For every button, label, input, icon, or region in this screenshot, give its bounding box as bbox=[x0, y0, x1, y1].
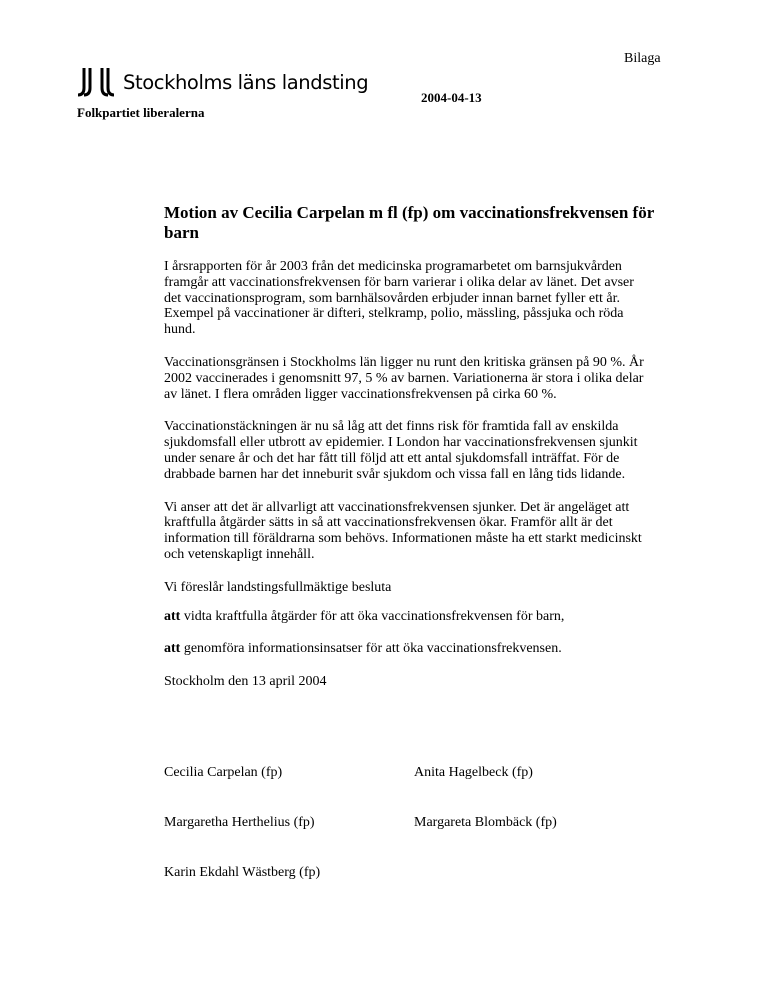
document-body bbox=[164, 203, 654, 707]
signature-row bbox=[164, 765, 664, 815]
place-date: Stockholm den 13 april 2004 bbox=[164, 674, 327, 690]
proposal-keyword: att bbox=[164, 641, 181, 657]
organization-logo bbox=[77, 66, 368, 100]
proposal-text: vidta kraftfulla åtgärder för att öka vaccinationsfrekvensen för barn, bbox=[180, 608, 565, 624]
signatory-name: Cecilia Carpelan (fp) bbox=[164, 765, 283, 780]
signatory-name: Karin Ekdahl Wästberg (fp) bbox=[164, 865, 321, 880]
proposal-keyword: att bbox=[164, 608, 181, 624]
attachment-label: Bilaga bbox=[624, 51, 661, 66]
signature-block bbox=[164, 765, 664, 915]
signatory-name: Anita Hagelbeck (fp) bbox=[414, 765, 533, 780]
document-date: 2004-04-13 bbox=[421, 90, 482, 105]
body-paragraph: Vaccinationsgränsen i Stockholms län ligger nu runt den kritiska gränsen på 90 %. År 2002 vaccinerades i genomsnitt 97, 5 % av barnen. Variationerna är stora i olika delar av länet. I flera områden ligger vaccinationsfrekvensen på cirka 60 %. bbox=[164, 354, 644, 402]
signatory-name: Margareta Blombäck (fp) bbox=[414, 815, 557, 830]
signature-row bbox=[164, 815, 664, 865]
signatory-name: Margaretha Herthelius (fp) bbox=[164, 815, 315, 830]
body-paragraph: I årsrapporten för år 2003 från det medicinska programarbetet om barnsjukvården framgår att vaccinationsfrekvensen för barn varierar i olika delar av länet. Det avser det vaccinationsprogram, som barnhälsovården erbjuder innan barnet fyller ett år. Exempel på vaccinationer är difteri, stelkramp, polio, mässling, påssjuka och röda hund. bbox=[164, 259, 634, 338]
proposal-item bbox=[164, 641, 654, 657]
signatory-name bbox=[414, 865, 654, 915]
party-name: Folkpartiet liberalerna bbox=[77, 105, 205, 120]
proposal-item bbox=[164, 609, 654, 625]
body-paragraph: Vi anser att det är allvarligt att vaccinationsfrekvensen sjunker. Det är angeläget att kraftfulla åtgärder sätts in så att vaccinationsfrekvensen ökar. Framför allt är det information till föräldrarna som behövs. Informationen måste ha ett starkt medicinskt och vetenskapligt innehåll. bbox=[164, 499, 642, 562]
organization-name: Stockholms läns landsting bbox=[123, 71, 369, 95]
proposal-intro: Vi föreslår landstingsfullmäktige besluta bbox=[164, 579, 392, 595]
sll-logo-icon bbox=[77, 68, 115, 98]
signature-row bbox=[164, 865, 664, 915]
document-title: Motion av Cecilia Carpelan m fl (fp) om vaccinationsfrekvensen för barn bbox=[164, 203, 654, 242]
body-paragraph: Vaccinationstäckningen är nu så låg att det finns risk för framtida fall av enskilda sjukdomsfall eller utbrott av epidemier. I London har vaccinationsfrekvensen sjunkit under senare år och det har fått till följd att ett antal sjukdomsfall inträffat. För de drabbade barnen har det inneburit svår sjukdom och vissa fall en lång tids lidande. bbox=[164, 419, 638, 482]
proposal-text: genomföra informationsinsatser för att öka vaccinationsfrekvensen. bbox=[180, 641, 562, 657]
